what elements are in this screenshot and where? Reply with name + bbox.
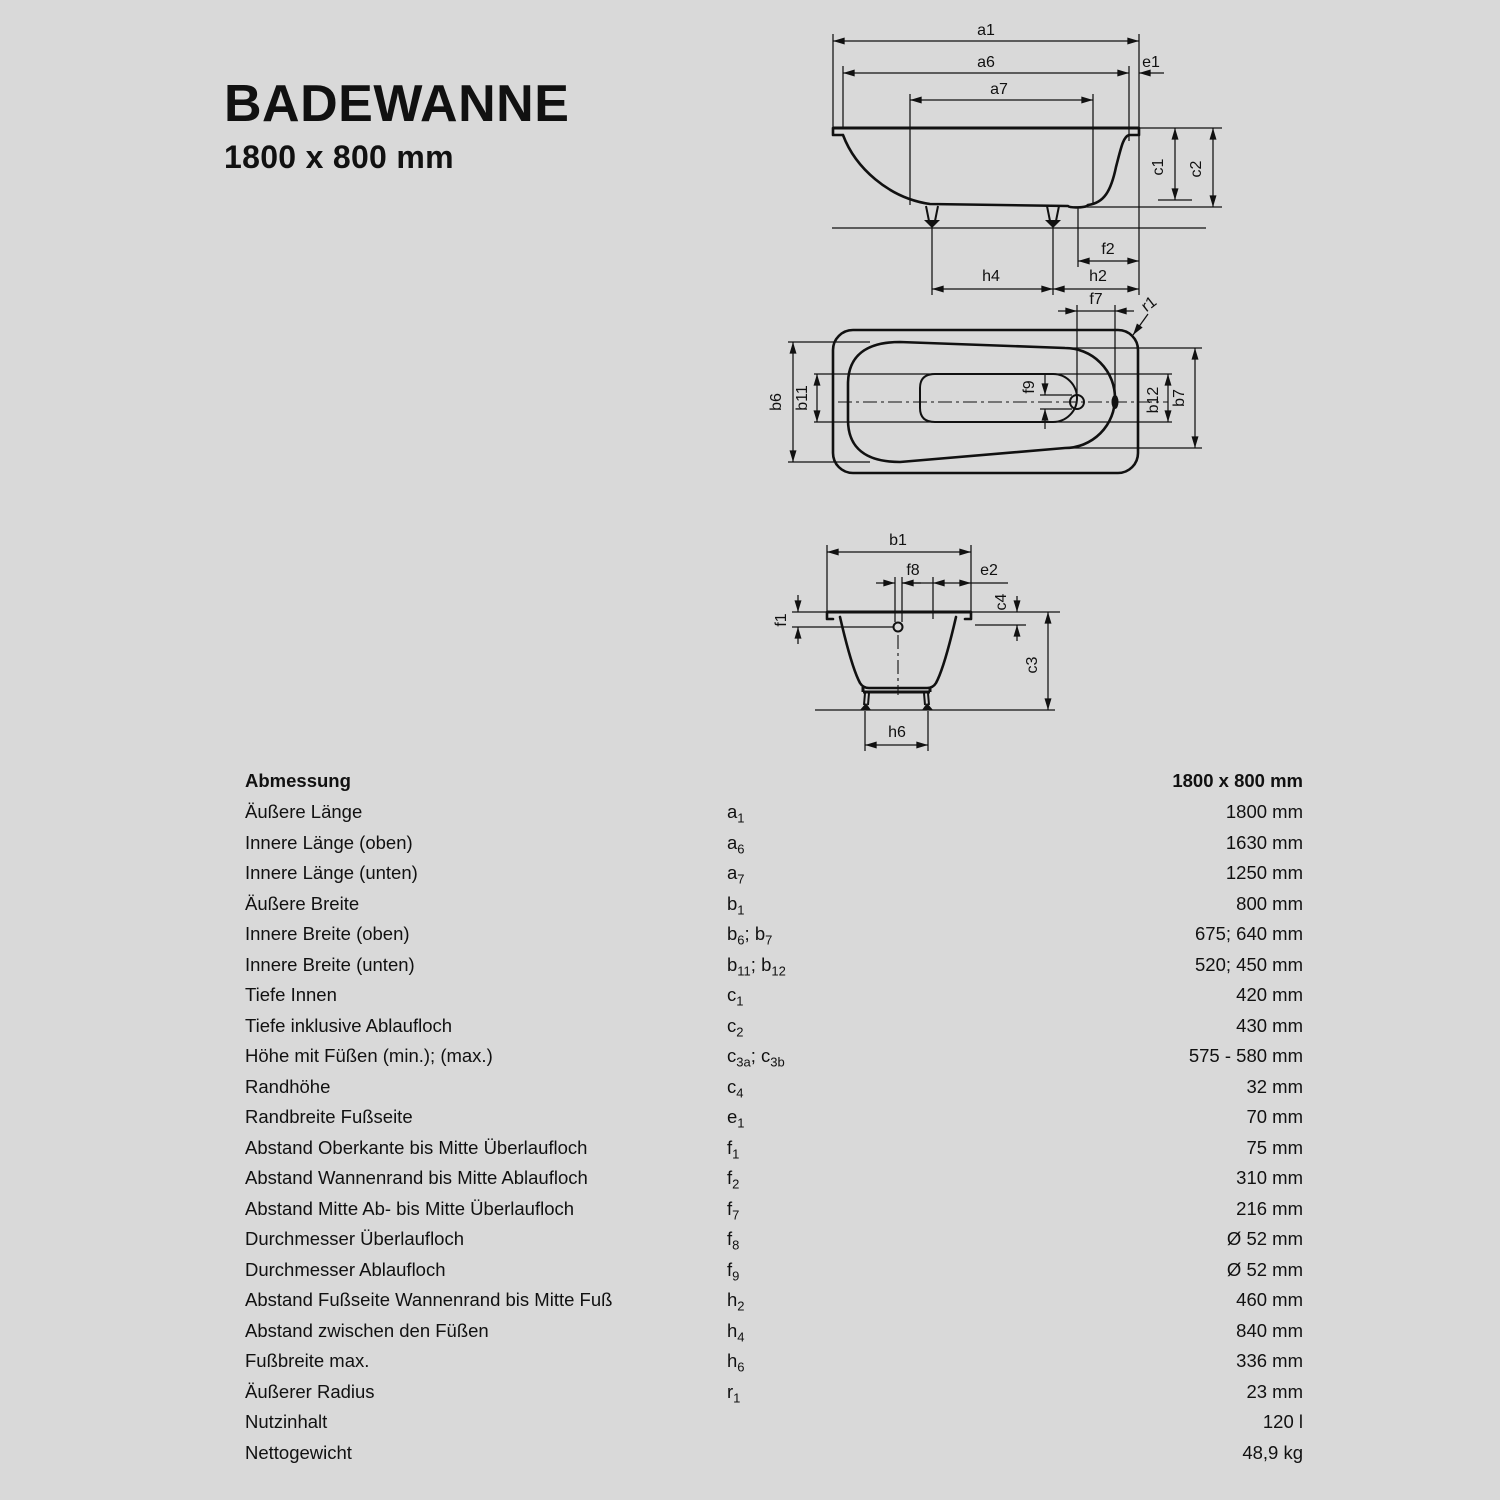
overflow-hole [894,623,903,632]
spec-table-header-spacer [727,765,1027,797]
table-row [245,1194,1303,1225]
spec-value: 675; 640 mm [1195,923,1303,944]
spec-value: 460 mm [1236,1289,1303,1310]
spec-value: 840 mm [1236,1319,1303,1341]
overflow-mark [1112,395,1119,409]
table-row [245,1163,1303,1194]
spec-table-header-value: 1800 x 800 mm [1172,770,1303,791]
table-row [245,1316,1303,1347]
plan-view-drawing [770,290,1260,505]
dim-label-h2: h2 [1089,268,1107,285]
table-row [245,1346,1303,1377]
spec-label: Durchmesser Überlaufloch [245,1228,465,1249]
spec-table-header-label: Abmessung [245,770,351,791]
spec-symbol: $f_9$ [727,1258,740,1284]
spec-label: Innere Länge (oben) [245,831,413,853]
spec-label: Abstand zwischen den Füßen [245,1319,489,1341]
spec-symbol: $f_2$ [727,1167,740,1192]
spec-label: Abstand Wannenrand bis Mitte Ablaufloch [245,1167,588,1188]
spec-value: 1630 mm [1225,831,1303,853]
table-row [245,1133,1303,1164]
spec-label: Abstand Mitte Ab- bis Mitte Überlaufloch [245,1197,575,1219]
spec-value: 75 mm [1246,1136,1303,1158]
spec-symbol: $a_6$ [727,831,745,857]
spec-symbol: $c_1$ [727,984,744,1009]
spec-value: 1800 mm [1225,801,1303,822]
table-row [245,1377,1303,1408]
bathtub-plan-outline [833,330,1168,473]
spec-symbol: $c_4$ [727,1075,744,1101]
spec-value: Ø 52 mm [1226,1228,1303,1249]
spec-symbol: $h_6$ [727,1350,745,1375]
dim-label-c3: c3 [1024,656,1041,674]
spec-label: Randhöhe [245,1075,331,1097]
table-row [245,797,1303,828]
table-row [245,858,1303,889]
spec-label: Äußerer Radius [245,1380,375,1402]
spec-label: Äußere Länge [245,801,363,822]
table-row [245,980,1303,1011]
bathtub-side-profile [832,128,1206,228]
dim-label-b1: b1 [889,532,907,549]
side-view-dimensions [833,22,1222,295]
spec-label: Randbreite Fußseite [245,1106,413,1127]
dim-label-c1: c1 [1150,158,1167,176]
spec-label: Tiefe inklusive Ablaufloch [245,1014,453,1036]
spec-value: 430 mm [1236,1014,1303,1036]
spec-symbol [727,1438,1027,1469]
dim-label-a6: a6 [977,54,995,71]
spec-table [245,765,1303,1468]
spec-value: Ø 52 mm [1226,1258,1303,1280]
spec-symbol: $a_7$ [727,862,745,887]
dim-label-f9: f9 [1021,380,1038,394]
spec-symbol: $f_7$ [727,1197,740,1223]
table-row [245,1102,1303,1133]
spec-label: Äußere Breite [245,892,360,914]
spec-value: 23 mm [1246,1380,1303,1402]
table-row [245,919,1303,950]
table-row [245,1224,1303,1255]
spec-symbol: $c_2$ [727,1014,744,1040]
spec-symbol: $b_6$; $b_7$ [727,923,773,948]
dim-label-h4: h4 [982,268,1000,285]
spec-value: 575 - 580 mm [1188,1045,1303,1066]
table-row [245,1072,1303,1103]
spec-value: 1250 mm [1225,862,1303,883]
spec-symbol: $h_2$ [727,1289,745,1314]
spec-label: Nutzinhalt [245,1411,328,1432]
spec-table-body [245,797,1303,1468]
dim-label-h6: h6 [888,724,906,741]
table-row [245,1407,1303,1438]
side-view-drawing [810,15,1270,300]
spec-label: Durchmesser Ablaufloch [245,1258,446,1280]
dim-label-e2: e2 [980,562,998,579]
dim-label-a1: a1 [977,22,995,39]
spec-label: Innere Breite (oben) [245,923,410,944]
table-row [245,950,1303,981]
spec-value: 800 mm [1236,892,1303,914]
spec-value: 420 mm [1236,984,1303,1005]
spec-label: Höhe mit Füßen (min.); (max.) [245,1045,493,1066]
dim-label-a7: a7 [990,81,1008,98]
spec-symbol: $h_4$ [727,1319,745,1345]
table-row [245,828,1303,859]
spec-symbol: $f_1$ [727,1136,740,1162]
spec-value: 336 mm [1236,1350,1303,1371]
spec-value: 310 mm [1236,1167,1303,1188]
table-row [245,1255,1303,1286]
spec-value: 32 mm [1246,1075,1303,1097]
spec-symbol: $a_1$ [727,801,745,826]
dim-label-f8: f8 [906,562,920,579]
spec-label: Tiefe Innen [245,984,337,1005]
spec-symbol: $c_{3a}$; $c_{3b}$ [727,1045,785,1070]
spec-label: Fußbreite max. [245,1350,370,1371]
dim-label-c2: c2 [1188,160,1205,178]
spec-value: 70 mm [1246,1106,1303,1127]
table-row [245,1011,1303,1042]
spec-symbol: $f_8$ [727,1228,740,1253]
spec-table-header [245,765,1303,797]
spec-value: 216 mm [1236,1197,1303,1219]
dim-label-c4: c4 [993,593,1010,611]
dim-label-b7: b7 [1171,389,1188,407]
spec-symbol: $b_1$ [727,892,745,918]
spec-symbol [727,1407,1027,1438]
end-view-drawing [770,525,1070,760]
spec-label: Nettogewicht [245,1441,352,1463]
dim-label-b6: b6 [768,393,785,411]
table-row [245,1041,1303,1072]
spec-value: 520; 450 mm [1195,953,1303,975]
dim-label-f2: f2 [1101,241,1115,258]
dim-label-b12: b12 [1145,386,1162,414]
spec-label: Abstand Fußseite Wannenrand bis Mitte Fuß [245,1289,613,1310]
table-row [245,889,1303,920]
page-title: BADEWANNE [224,75,570,133]
dim-label-r1: r1 [1138,293,1161,316]
dim-label-f7: f7 [1089,291,1103,308]
dim-label-f1: f1 [773,613,790,627]
spec-label: Innere Länge (unten) [245,862,418,883]
spec-value: 120 l [1262,1411,1303,1432]
page-subtitle: 1800 x 800 mm [224,139,454,175]
spec-value: 48,9 kg [1242,1441,1303,1463]
dim-label-b11: b11 [794,385,811,411]
dim-label-e1: e1 [1142,54,1160,71]
table-row [245,1285,1303,1316]
end-view-dimensions [773,532,1060,751]
spec-symbol: $r_1$ [727,1380,741,1406]
spec-symbol: $b_{11}$; $b_{12}$ [727,953,786,979]
spec-label: Abstand Oberkante bis Mitte Überlaufloch [245,1136,588,1158]
spec-symbol: $e_1$ [727,1106,745,1131]
spec-label: Innere Breite (unten) [245,953,415,975]
table-row [245,1438,1303,1469]
